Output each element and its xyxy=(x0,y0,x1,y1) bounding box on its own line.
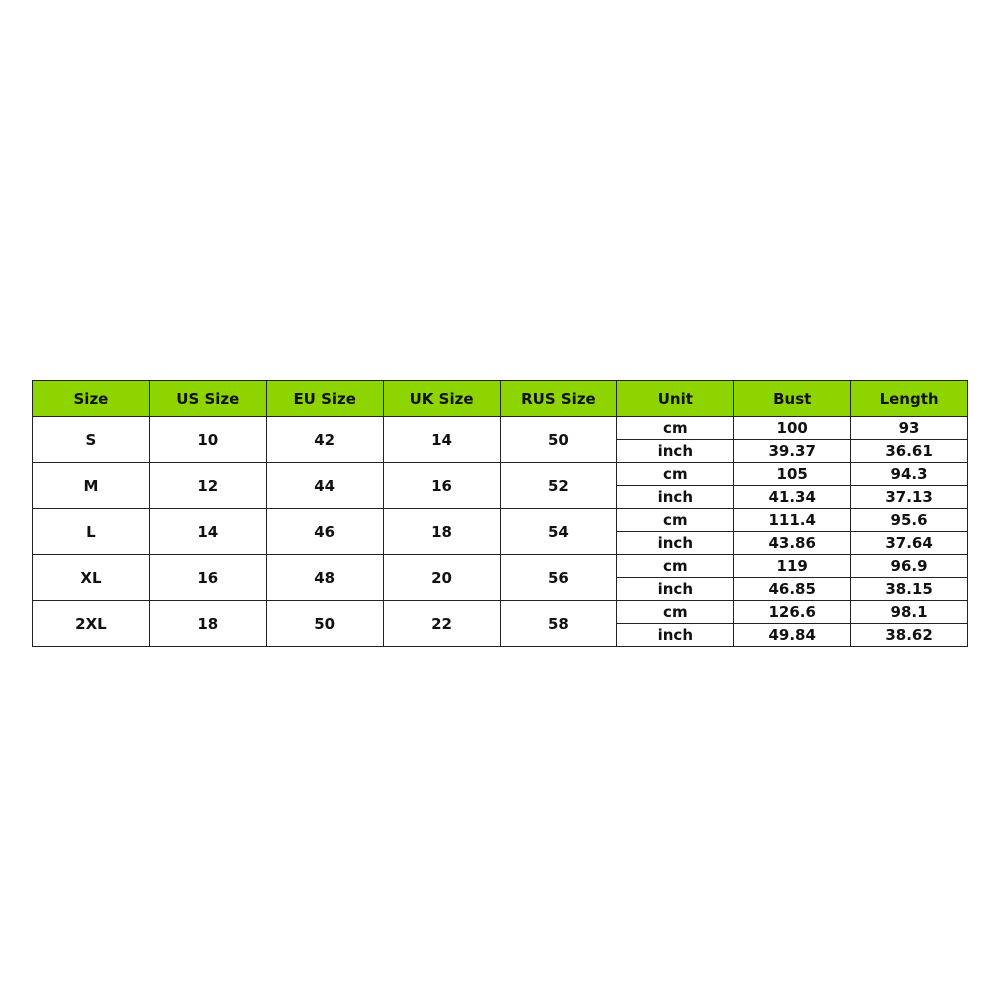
length-cell: 94.3 xyxy=(851,463,968,486)
table-row xyxy=(33,463,968,486)
column-header-size: Size xyxy=(33,381,150,417)
bust-cell: 43.86 xyxy=(734,532,851,555)
us-size-cell: 14 xyxy=(149,509,266,555)
length-cell: 95.6 xyxy=(851,509,968,532)
unit-cell: cm xyxy=(617,463,734,486)
eu-size-cell: 48 xyxy=(266,555,383,601)
bust-cell: 100 xyxy=(734,417,851,440)
unit-cell: inch xyxy=(617,624,734,647)
size-cell: S xyxy=(33,417,150,463)
size-cell: L xyxy=(33,509,150,555)
column-header-us-size: US Size xyxy=(149,381,266,417)
rus-size-cell: 58 xyxy=(500,601,617,647)
unit-cell: inch xyxy=(617,578,734,601)
size-chart-header xyxy=(33,381,968,417)
eu-size-cell: 44 xyxy=(266,463,383,509)
column-header-unit: Unit xyxy=(617,381,734,417)
unit-cell: cm xyxy=(617,417,734,440)
bust-cell: 41.34 xyxy=(734,486,851,509)
column-header-length: Length xyxy=(851,381,968,417)
rus-size-cell: 56 xyxy=(500,555,617,601)
rus-size-cell: 54 xyxy=(500,509,617,555)
bust-cell: 46.85 xyxy=(734,578,851,601)
header-row xyxy=(33,381,968,417)
column-header-uk-size: UK Size xyxy=(383,381,500,417)
length-cell: 93 xyxy=(851,417,968,440)
unit-cell: inch xyxy=(617,532,734,555)
size-cell: M xyxy=(33,463,150,509)
table-row xyxy=(33,555,968,578)
eu-size-cell: 50 xyxy=(266,601,383,647)
bust-cell: 39.37 xyxy=(734,440,851,463)
us-size-cell: 10 xyxy=(149,417,266,463)
unit-cell: cm xyxy=(617,509,734,532)
length-cell: 96.9 xyxy=(851,555,968,578)
column-header-eu-size: EU Size xyxy=(266,381,383,417)
bust-cell: 105 xyxy=(734,463,851,486)
size-cell: XL xyxy=(33,555,150,601)
eu-size-cell: 42 xyxy=(266,417,383,463)
size-chart-table xyxy=(32,380,968,647)
bust-cell: 119 xyxy=(734,555,851,578)
bust-cell: 126.6 xyxy=(734,601,851,624)
uk-size-cell: 16 xyxy=(383,463,500,509)
us-size-cell: 16 xyxy=(149,555,266,601)
table-row xyxy=(33,509,968,532)
rus-size-cell: 50 xyxy=(500,417,617,463)
length-cell: 38.15 xyxy=(851,578,968,601)
unit-cell: cm xyxy=(617,555,734,578)
unit-cell: cm xyxy=(617,601,734,624)
length-cell: 98.1 xyxy=(851,601,968,624)
eu-size-cell: 46 xyxy=(266,509,383,555)
uk-size-cell: 22 xyxy=(383,601,500,647)
unit-cell: inch xyxy=(617,486,734,509)
us-size-cell: 18 xyxy=(149,601,266,647)
us-size-cell: 12 xyxy=(149,463,266,509)
uk-size-cell: 18 xyxy=(383,509,500,555)
size-chart-body xyxy=(33,417,968,647)
table-row xyxy=(33,417,968,440)
column-header-rus-size: RUS Size xyxy=(500,381,617,417)
length-cell: 37.64 xyxy=(851,532,968,555)
uk-size-cell: 14 xyxy=(383,417,500,463)
length-cell: 38.62 xyxy=(851,624,968,647)
bust-cell: 111.4 xyxy=(734,509,851,532)
size-cell: 2XL xyxy=(33,601,150,647)
unit-cell: inch xyxy=(617,440,734,463)
table-row xyxy=(33,601,968,624)
bust-cell: 49.84 xyxy=(734,624,851,647)
length-cell: 37.13 xyxy=(851,486,968,509)
rus-size-cell: 52 xyxy=(500,463,617,509)
length-cell: 36.61 xyxy=(851,440,968,463)
column-header-bust: Bust xyxy=(734,381,851,417)
uk-size-cell: 20 xyxy=(383,555,500,601)
